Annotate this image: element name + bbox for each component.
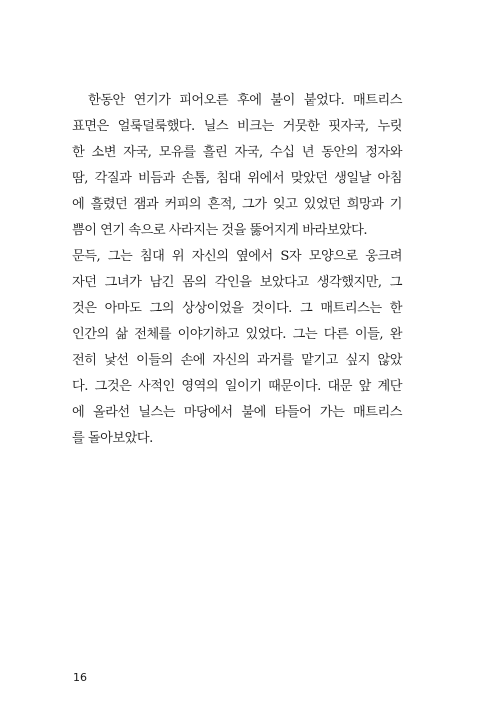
paragraph-line: 에 흘렸던 잼과 커피의 흔적, 그가 잊고 있었던 희망과 기: [72, 197, 402, 212]
paragraph-line: 한동안 연기가 피어오른 후에 불이 붙었다. 매트리스: [88, 93, 402, 108]
body-paragraph: [72, 88, 402, 452]
paragraph-line: 땀, 각질과 비듬과 손톱, 침대 위에서 맞았던 생일날 아침: [72, 171, 402, 186]
paragraph-line: 것은 아마도 그의 상상이었을 것이다. 그 매트리스는 한: [72, 301, 402, 316]
paragraph-line: 한 소변 자국, 모유를 흘린 자국, 수십 년 동안의 정자와: [72, 145, 402, 160]
paragraph-line: 전히 낯선 이들의 손에 자신의 과거를 맡기고 싶지 않았: [72, 353, 402, 368]
paragraph-line: 쁨이 연기 속으로 사라지는 것을 뚫어지게 바라보았다.: [72, 223, 368, 238]
paragraph-line: 에 올라선 닐스는 마당에서 불에 타들어 가는 매트리스: [72, 405, 402, 420]
paragraph-line: 문득, 그는 침대 위 자신의 옆에서 S자 모양으로 웅크려: [72, 249, 402, 264]
paragraph-line: 를 돌아보았다.: [72, 431, 153, 446]
paragraph-line: 표면은 얼룩덜룩했다. 닐스 비크는 거뭇한 핏자국, 누릿: [72, 119, 402, 134]
paragraph-line: 자던 그녀가 남긴 몸의 각인을 보았다고 생각했지만, 그: [72, 275, 402, 290]
paragraph-line: 인간의 삶 전체를 이야기하고 있었다. 그는 다른 이들, 완: [72, 327, 402, 342]
page-number: 16: [73, 671, 87, 684]
paragraph-line: 다. 그것은 사적인 영역의 일이기 때문이다. 대문 앞 계단: [72, 379, 402, 394]
